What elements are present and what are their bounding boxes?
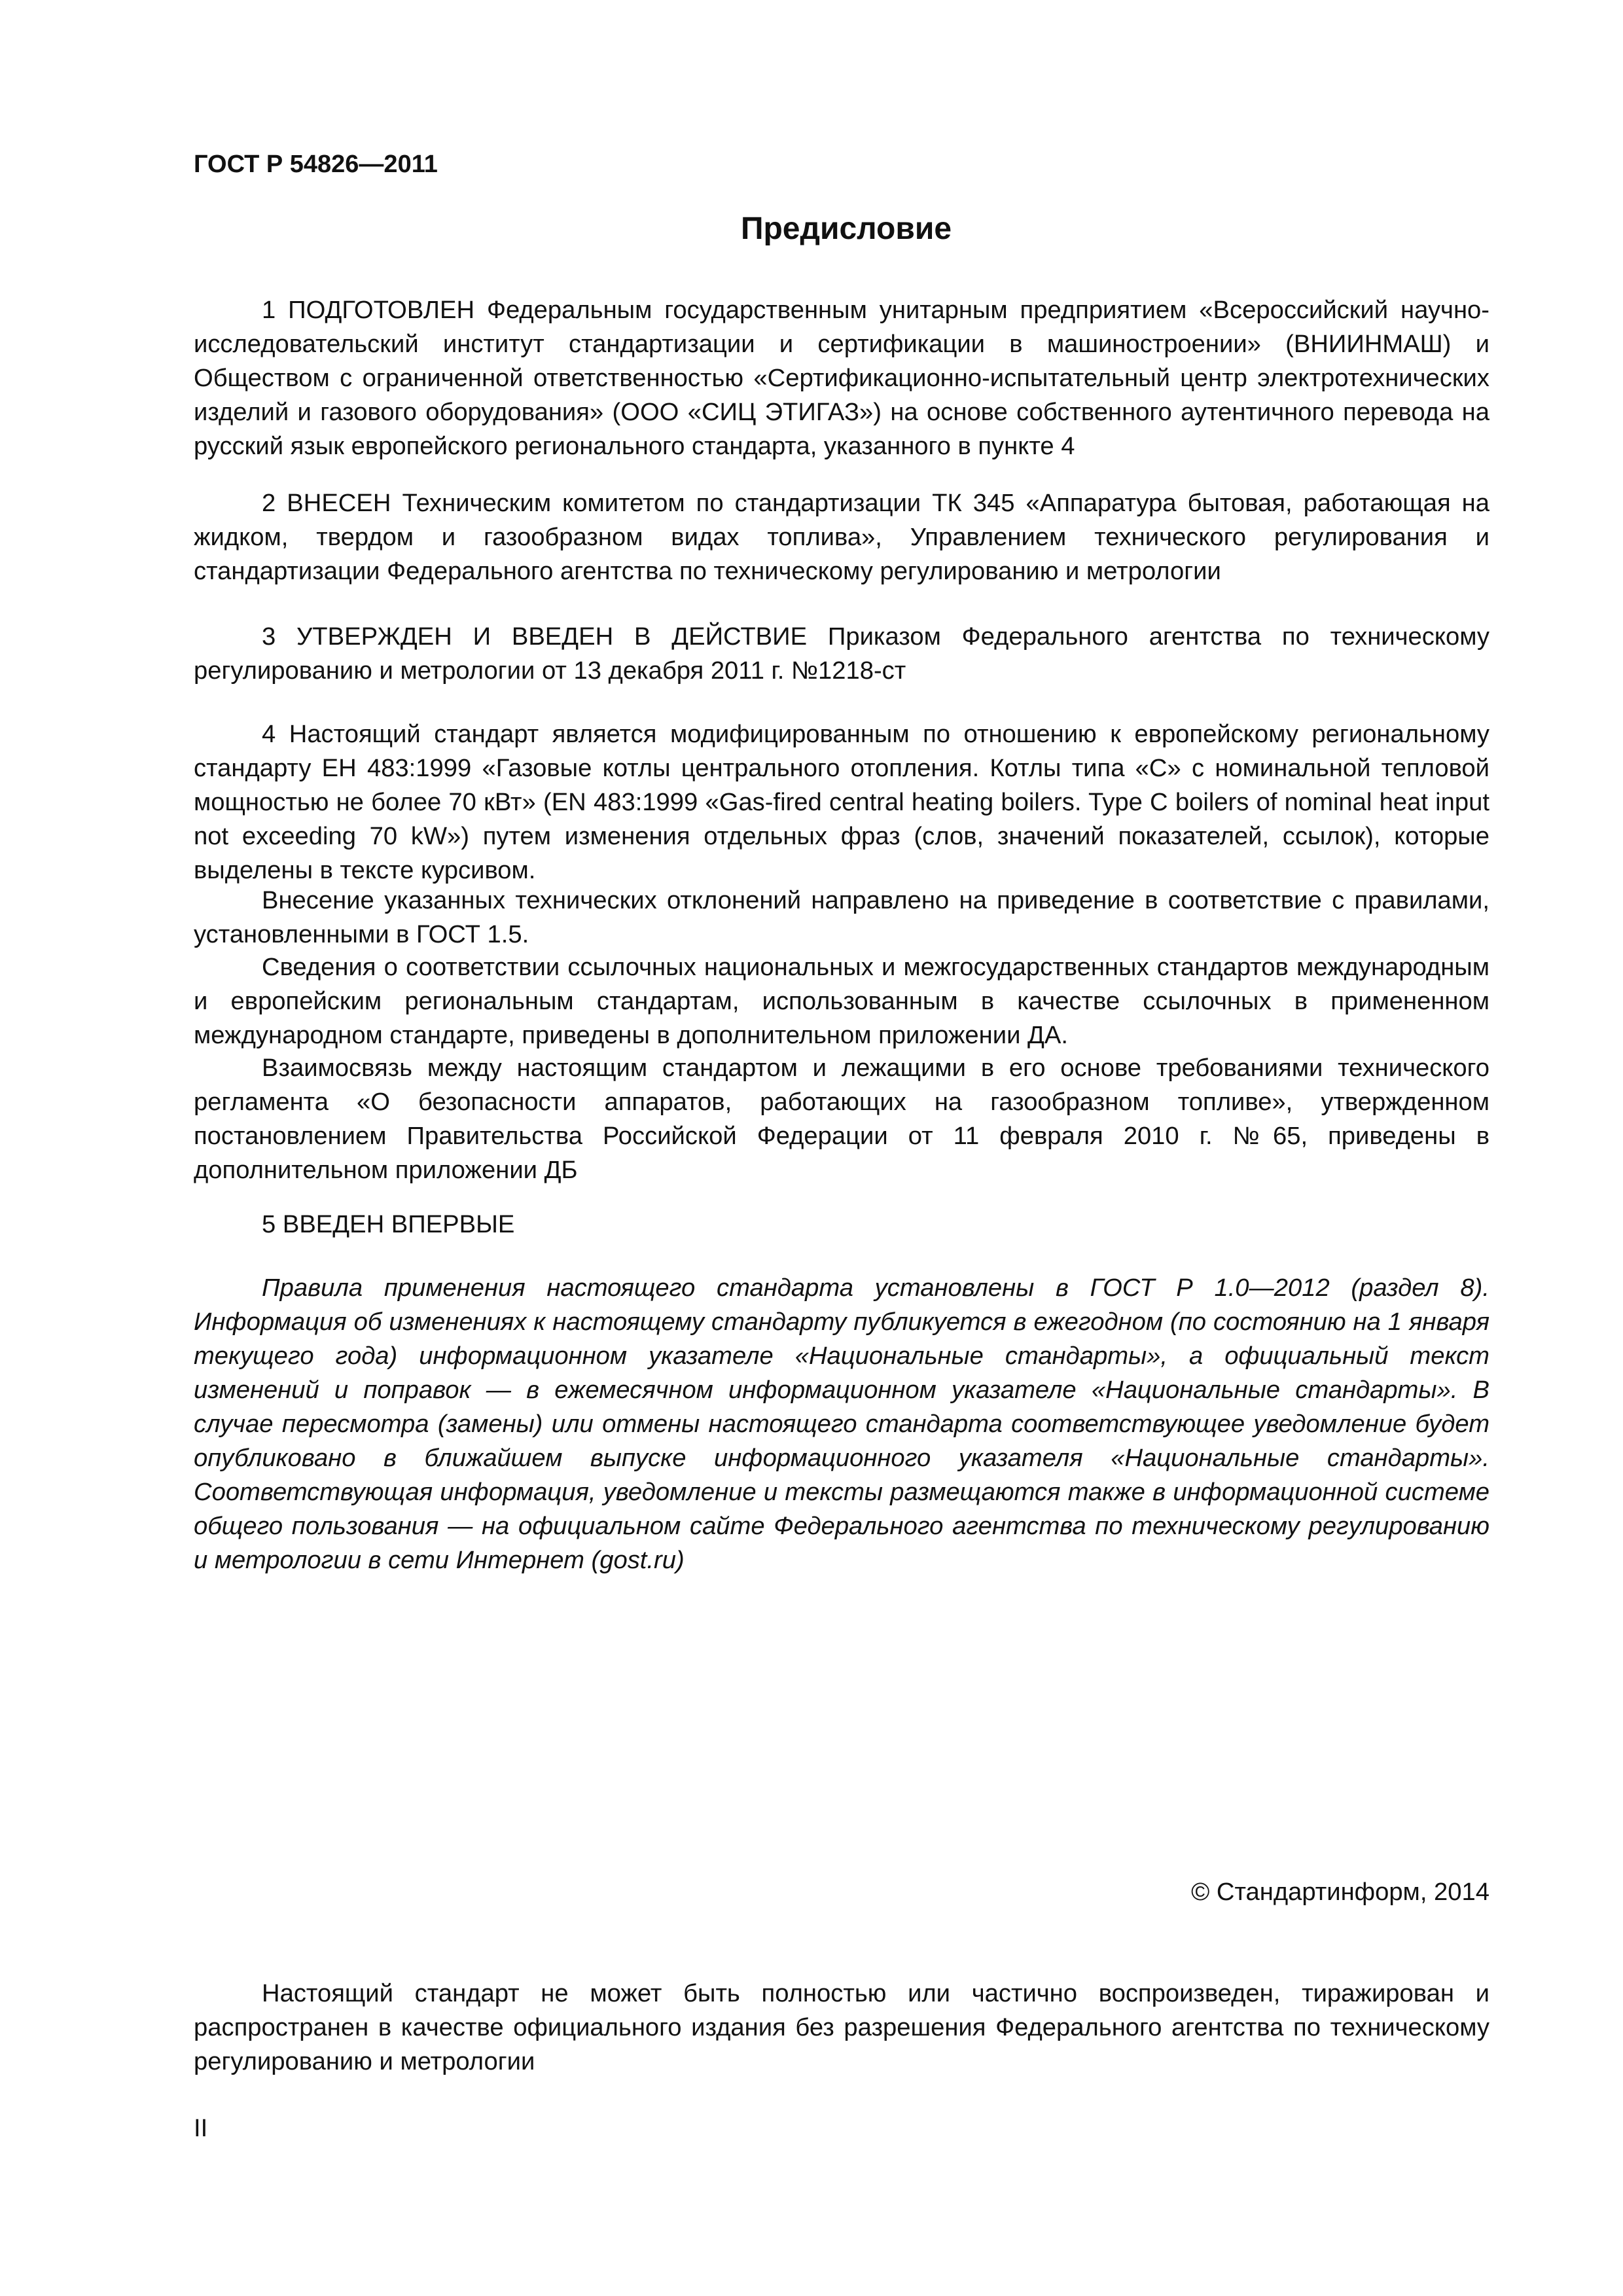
- copyright: © Стандартинформ, 2014: [1191, 1878, 1489, 1906]
- document-code: ГОСТ Р 54826—2011: [194, 151, 438, 178]
- paragraph-4-regulation: Взаимосвязь между настоящим стандартом и лежащими в его основе требованиями технического регламента «О безопасности аппаратов, работающих на газообразном топливе», утвержденном постановлением Правительства Российской Федерации от 11 февраля 2010 г. №65, приведены в дополнительном приложении ДБ: [194, 1054, 1489, 1184]
- page-title: Предисловие: [740, 211, 952, 246]
- copyright-notice: Настоящий стандарт не может быть полностью или частично воспроизведен, тиражирован и распространен в качестве официального издания без разрешения Федерального агентства по техническому регулированию и метрологии: [194, 1979, 1489, 2075]
- paragraph-2: 2 ВНЕСЕН Техническим комитетом по стандартизации ТК 345 «Аппаратура бытовая, работающая на жидком, твердом и газообразном видах топлива», Управлением технического регулирования и стандартизации Федерального агентства по техническому регулированию и метрологии: [194, 489, 1489, 585]
- paragraph-4: 4 Настоящий стандарт является модифицированным по отношению к европейскому региональному стандарту ЕН 483:1999 «Газовые котлы центрального отопления. Котлы типа «С» с номинальной тепловой мощностью не более 70 кВт» (EN 483:1999 «Gas-fired central heating boilers. Type C boilers of nominal heat input not exceeding 70 kW») путем изменения отдельных фраз (слов, значений показателей, ссылок), которые выделены в тексте курсивом.: [194, 720, 1489, 884]
- paragraph-3: 3 УТВЕРЖДЕН И ВВЕДЕН В ДЕЙСТВИЕ Приказом Федерального агентства по техническому регулированию и метрологии от 13 декабря 2011 г. №1218-ст: [194, 622, 1489, 685]
- paragraph-4-deviations: Внесение указанных технических отклонений направлено на приведение в соответствие с правилами, установленными в ГОСТ 1.5.: [194, 886, 1489, 948]
- paragraph-1: 1 ПОДГОТОВЛЕН Федеральным государственным унитарным предприятием «Всероссийский научно-исследовательский институт стандартизации и сертификации в машиностроении» (ВНИИНМАШ) и Обществом с ограниченной ответственностью «Сертификационно-испытательный центр электротехнических изделий и газового оборудования» (ООО «СИЦ ЭТИГАЗ») на основе собственного аутентичного перевода на русский язык европейского регионального стандарта, указанного в пункте 4: [194, 296, 1489, 460]
- paragraph-4-references: Сведения о соответствии ссылочных национальных и межгосударственных стандартов международным и европейским региональным стандартам, использованным в качестве ссылочных в примененном международном стандарте, приведены в дополнительном приложении ДА.: [194, 953, 1489, 1049]
- rules-paragraph: Правила применения настоящего стандарта установлены в ГОСТ Р 1.0—2012 (раздел 8). Информация об изменениях к настоящему стандарту публикуется в ежегодном (по состоянию на 1 января текущего года) информационном указателе «Национальные стандарты», а официальный текст изменений и поправок — в ежемесячном информационном указателе «Национальные стандарты». В случае пересмотра (замены) или отмены настоящего стандарта соответствующее уведомление будет опубликовано в ближайшем выпуске информационного указателя «Национальные стандарты». Соответствующая информация, уведомление и тексты размещаются также в информационной системе общего пользования — на официальном сайте Федерального агентства по техническому регулированию и метрологии в сети Интернет (gost.ru): [194, 1274, 1489, 1574]
- page-number: II: [194, 2114, 208, 2142]
- paragraph-5: 5 ВВЕДЕН ВПЕРВЫЕ: [262, 1210, 515, 1238]
